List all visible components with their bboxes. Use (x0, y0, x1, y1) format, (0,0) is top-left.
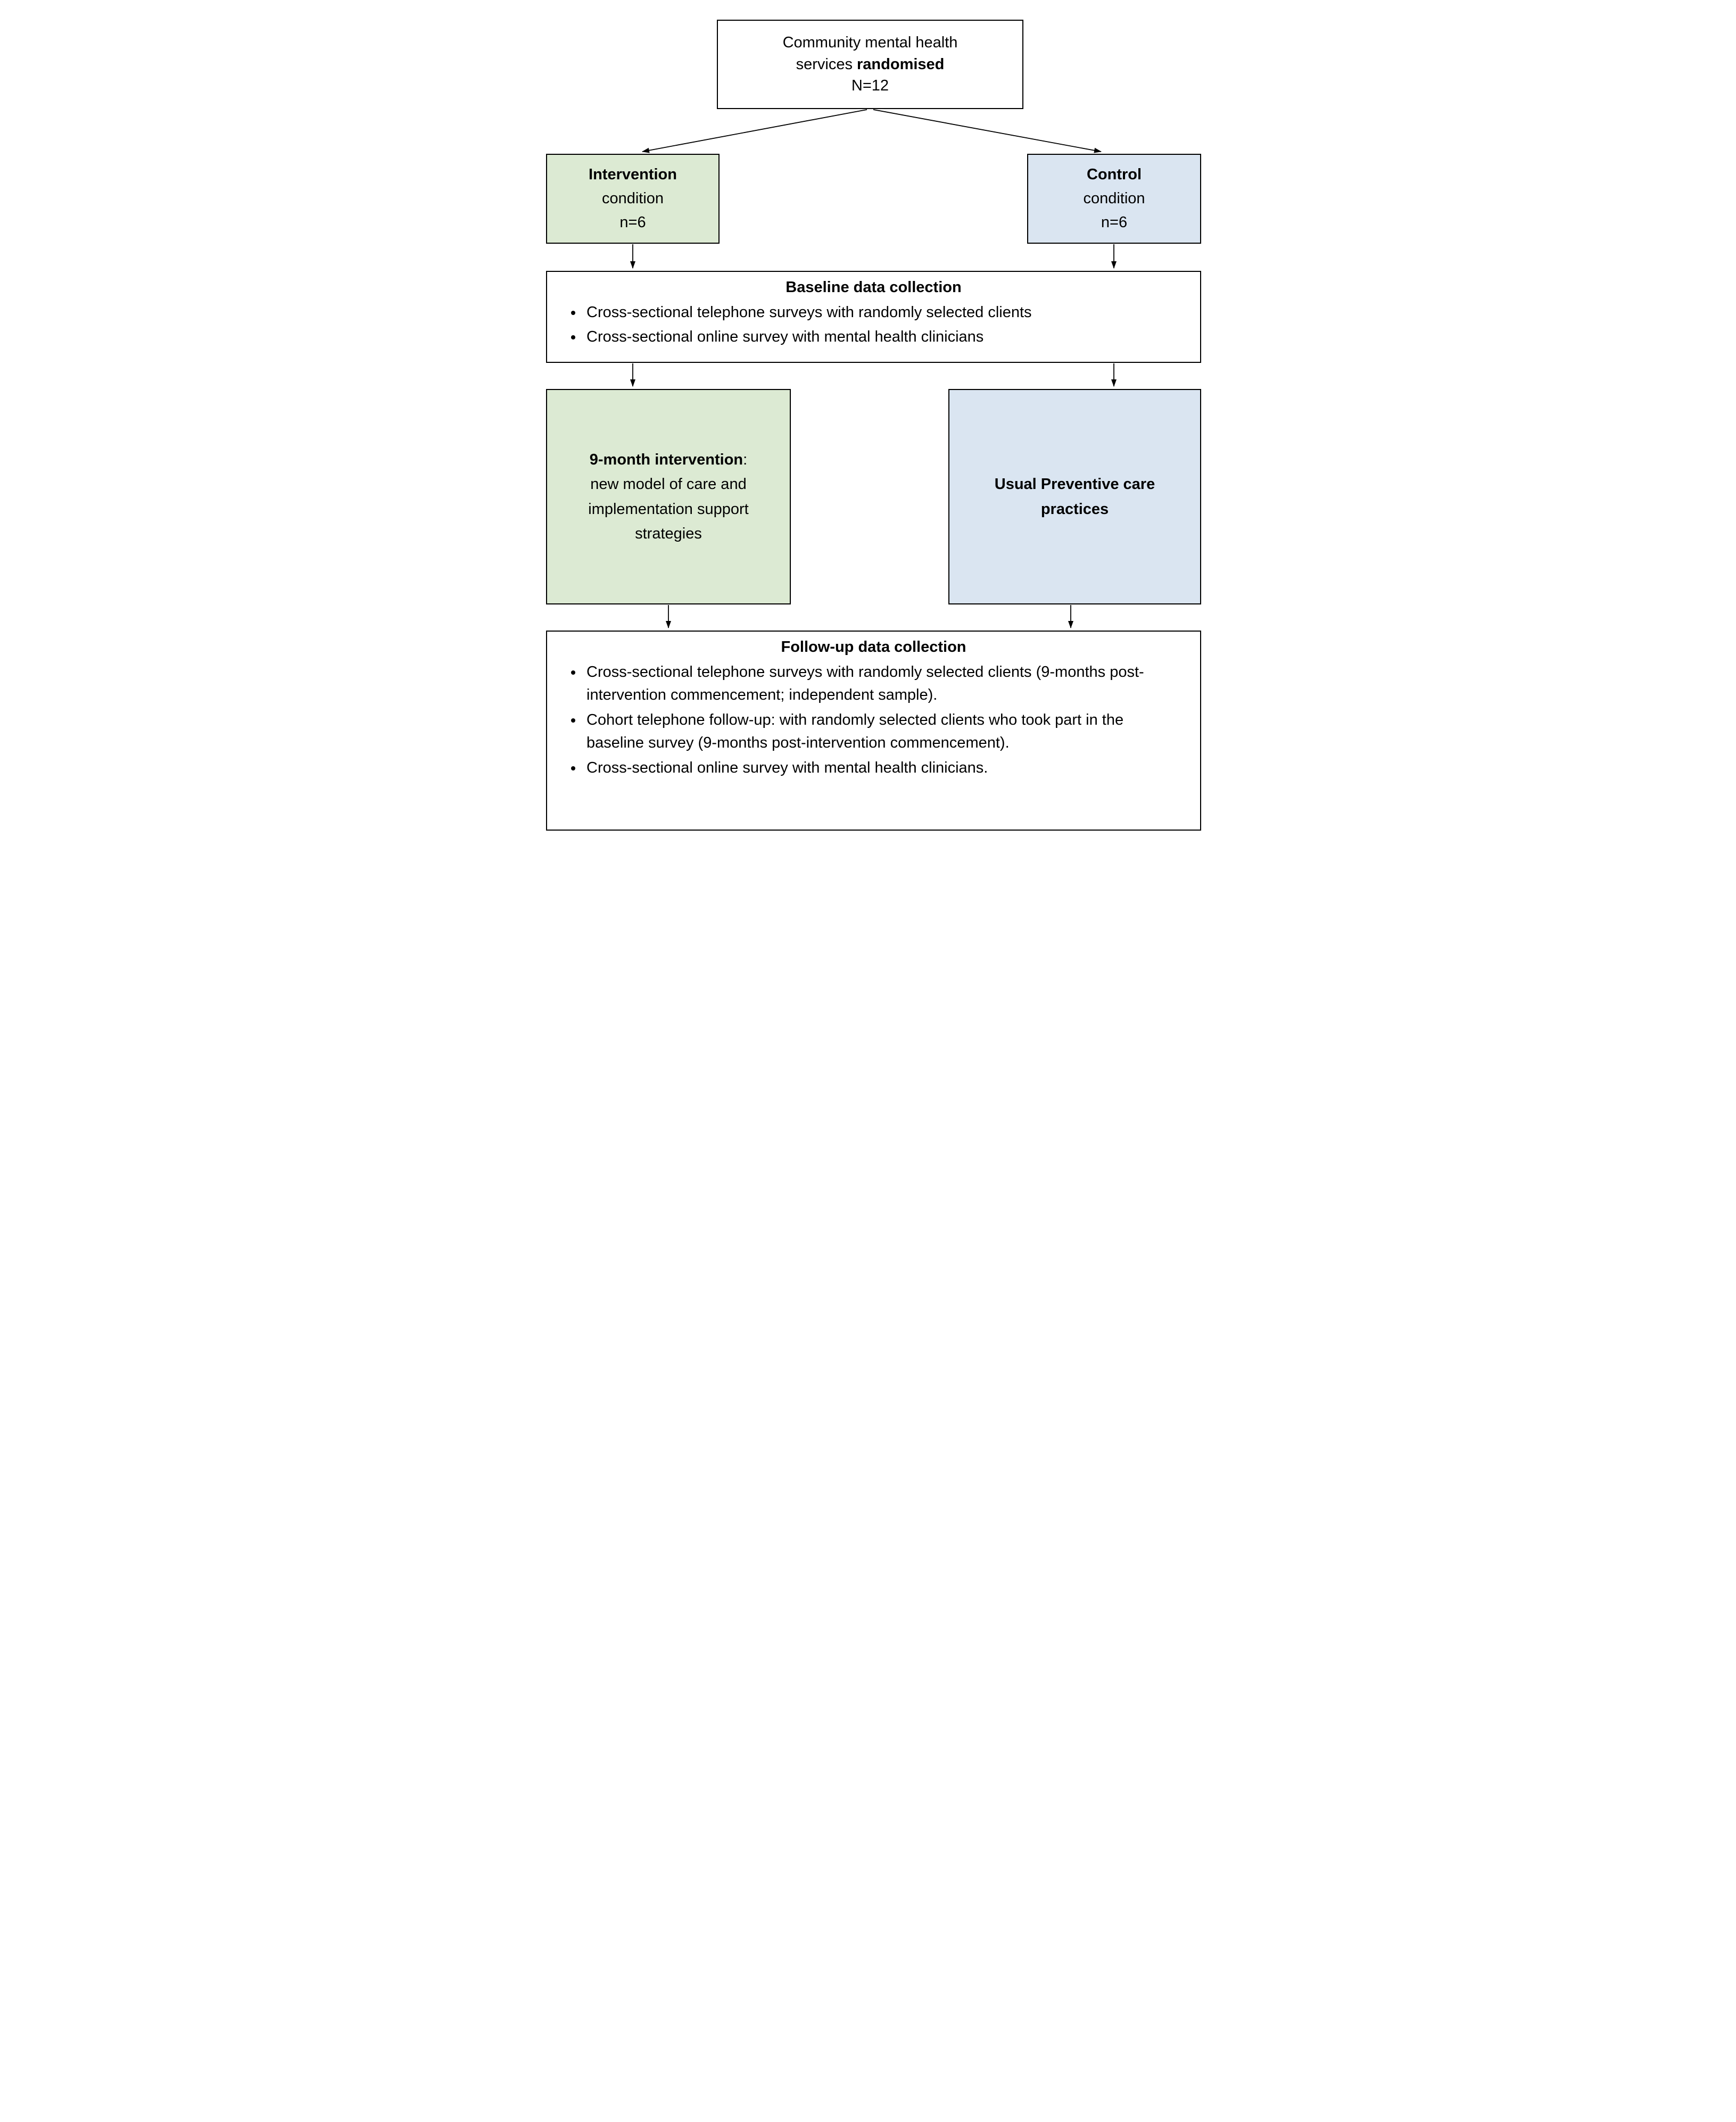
intervention-condition-count: n=6 (619, 213, 646, 231)
arrow-randomised-to-intervention (642, 110, 867, 152)
box-followup-data-collection (546, 631, 1201, 831)
followup-bullet-3: • Cross-sectional online survey with mental health clinicians. (583, 757, 1175, 780)
followup-bullet-list (547, 661, 1200, 780)
baseline-bullet-2: • Cross-sectional online survey with mental health clinicians (583, 326, 1175, 349)
box-randomised (717, 20, 1023, 109)
box-intervention-condition (546, 154, 720, 244)
box-usual-care (948, 389, 1201, 604)
randomised-line2-bold: randomised (857, 55, 945, 73)
box-control-condition (1027, 154, 1201, 244)
followup-title: Follow-up data collection (781, 639, 966, 656)
randomised-line2 (796, 54, 945, 76)
randomised-line2-regular: services (796, 55, 857, 73)
baseline-bullet-1: • Cross-sectional telephone surveys with randomly selected clients (583, 301, 1175, 325)
intervention-title-line (590, 447, 747, 472)
intervention-condition-subtitle: condition (601, 190, 664, 208)
control-condition-title: Control (1086, 166, 1142, 184)
intervention-title-colon: : (743, 451, 748, 468)
box-baseline-data-collection (546, 271, 1201, 363)
flowchart-canvas (527, 0, 1209, 833)
randomised-count: N=12 (851, 77, 889, 95)
control-condition-subtitle: condition (1083, 190, 1145, 208)
box-intervention (546, 389, 791, 604)
arrow-randomised-to-control (873, 110, 1101, 152)
randomised-line1: Community mental health (782, 34, 958, 52)
usual-care-text: Usual Preventive care practices (994, 476, 1155, 518)
followup-bullet-1: • Cross-sectional telephone surveys with randomly selected clients (9-months post-intervention commencement; independent sample). (583, 661, 1175, 707)
followup-bullet-2: • Cohort telephone follow-up: with randomly selected clients who took part in the baseline survey (9-months post-intervention commencement). (583, 709, 1175, 755)
intervention-condition-title: Intervention (589, 166, 677, 184)
intervention-title-bold: 9-month intervention (589, 451, 743, 468)
intervention-body: new model of care and implementation support strategies (588, 476, 749, 542)
control-condition-count: n=6 (1101, 213, 1128, 231)
baseline-bullet-list (547, 301, 1200, 349)
baseline-title: Baseline data collection (786, 279, 962, 296)
